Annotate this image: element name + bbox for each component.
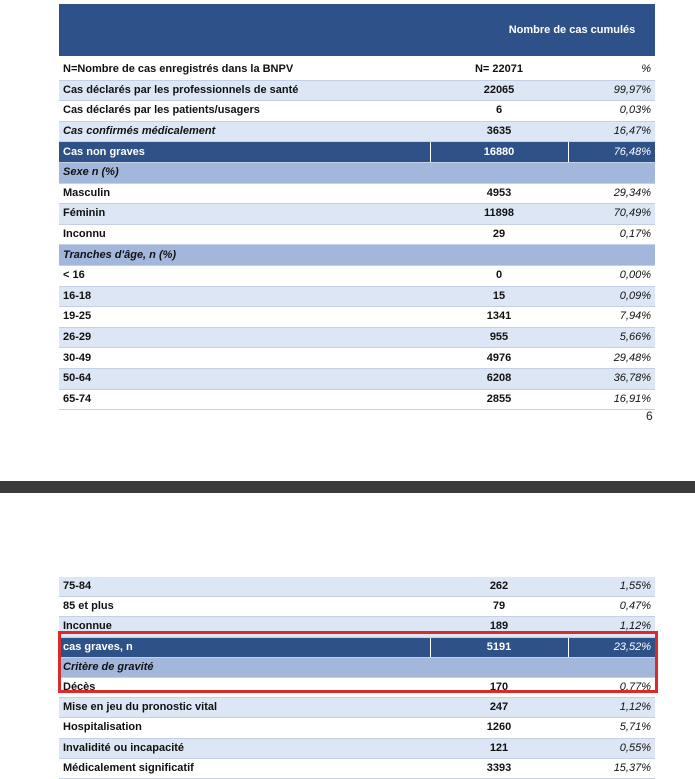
row-count [430, 245, 568, 266]
row-label: 30-49 [59, 348, 430, 369]
row-count: N= 22071 [430, 60, 568, 80]
page-number: 6 [646, 409, 653, 423]
row-count: 4976 [430, 348, 568, 369]
table-row [59, 121, 655, 142]
row-percent: 29,48% [568, 348, 655, 369]
row-label: 19-25 [59, 307, 430, 328]
row-percent: 0,03% [568, 101, 655, 122]
table-header [59, 4, 655, 56]
row-percent: 16,91% [568, 389, 655, 410]
row-percent: 0,17% [568, 224, 655, 245]
row-count [430, 162, 568, 183]
row-percent: 5,66% [568, 327, 655, 348]
row-percent: 0,47% [568, 597, 655, 617]
row-percent: 36,78% [568, 368, 655, 389]
row-count: 0 [430, 265, 568, 286]
row-count: 3635 [430, 121, 568, 142]
row-label: Décès [59, 677, 430, 697]
column-title: Nombre de cas cumulés [508, 24, 636, 36]
row-percent: % [568, 60, 655, 80]
row-label: Cas déclarés par les professionnels de santé [59, 80, 430, 101]
row-label: Médicalement significatif [59, 758, 430, 778]
row-percent [568, 162, 655, 183]
row-percent: 23,52% [568, 637, 655, 657]
row-count: 4953 [430, 183, 568, 204]
row-count: 1260 [430, 718, 568, 738]
table-row [59, 307, 655, 328]
table-row [59, 204, 655, 225]
row-label: Tranches d'âge, n (%) [59, 245, 430, 266]
table-row [59, 389, 655, 410]
row-label: 16-18 [59, 286, 430, 307]
table-row [59, 101, 655, 122]
table-row [59, 80, 655, 101]
row-percent [568, 657, 655, 677]
row-count: 5191 [430, 637, 568, 657]
row-label: Inconnu [59, 224, 430, 245]
row-label: 26-29 [59, 327, 430, 348]
table-row [59, 162, 655, 183]
row-percent: 16,47% [568, 121, 655, 142]
table-row [59, 677, 655, 697]
row-count: 3393 [430, 758, 568, 778]
row-percent: 1,12% [568, 698, 655, 718]
row-label: 85 et plus [59, 597, 430, 617]
row-count: 2855 [430, 389, 568, 410]
table-row [59, 245, 655, 266]
row-label: Inconnue [59, 617, 430, 637]
table-row [59, 142, 655, 163]
row-label: Masculin [59, 183, 430, 204]
row-percent: 0,77% [568, 677, 655, 697]
row-percent: 5,71% [568, 718, 655, 738]
row-label: Cas confirmés médicalement [59, 121, 430, 142]
row-label: 75-84 [59, 577, 430, 597]
row-percent: 7,94% [568, 307, 655, 328]
row-count: 247 [430, 698, 568, 718]
row-label: Hospitalisation [59, 718, 430, 738]
table-row [59, 738, 655, 758]
table-row [59, 348, 655, 369]
row-percent: 15,37% [568, 758, 655, 778]
table-row [59, 224, 655, 245]
table-row [59, 286, 655, 307]
cases-table-part-2 [59, 577, 655, 779]
row-label: Cas déclarés par les patients/usagers [59, 101, 430, 122]
table-row [59, 60, 655, 80]
row-percent: 70,49% [568, 204, 655, 225]
table-row [59, 698, 655, 718]
row-percent: 29,34% [568, 183, 655, 204]
table-row [59, 657, 655, 677]
table-row [59, 368, 655, 389]
row-count: 262 [430, 577, 568, 597]
row-count: 121 [430, 738, 568, 758]
row-label: N=Nombre de cas enregistrés dans la BNPV [59, 60, 430, 80]
row-label: Cas non graves [59, 142, 430, 163]
row-count: 22065 [430, 80, 568, 101]
row-count: 189 [430, 617, 568, 637]
row-label: < 16 [59, 265, 430, 286]
row-count: 16880 [430, 142, 568, 163]
row-count: 29 [430, 224, 568, 245]
row-count: 79 [430, 597, 568, 617]
table-row [59, 327, 655, 348]
row-percent: 99,97% [568, 80, 655, 101]
table-row [59, 597, 655, 617]
row-percent: 1,12% [568, 617, 655, 637]
row-label: 65-74 [59, 389, 430, 410]
row-percent: 0,09% [568, 286, 655, 307]
row-label: Critère de gravité [59, 657, 430, 677]
row-count: 15 [430, 286, 568, 307]
row-label: Invalidité ou incapacité [59, 738, 430, 758]
row-count: 955 [430, 327, 568, 348]
row-label: Mise en jeu du pronostic vital [59, 698, 430, 718]
page-divider [0, 481, 695, 493]
table-row [59, 718, 655, 738]
table-row [59, 183, 655, 204]
row-percent: 0,00% [568, 265, 655, 286]
table-row [59, 617, 655, 637]
row-label: Sexe n (%) [59, 162, 430, 183]
row-count [430, 657, 568, 677]
row-percent: 1,55% [568, 577, 655, 597]
row-percent: 0,55% [568, 738, 655, 758]
row-percent: 76,48% [568, 142, 655, 163]
table-row [59, 265, 655, 286]
row-count: 170 [430, 677, 568, 697]
row-label: 50-64 [59, 368, 430, 389]
row-percent [568, 245, 655, 266]
row-label: cas graves, n [59, 637, 430, 657]
cases-table-part-1 [59, 60, 655, 410]
row-count: 6 [430, 101, 568, 122]
row-label: Féminin [59, 204, 430, 225]
row-count: 6208 [430, 368, 568, 389]
table-row [59, 758, 655, 778]
table-row [59, 637, 655, 657]
table-row [59, 577, 655, 597]
row-count: 11898 [430, 204, 568, 225]
row-count: 1341 [430, 307, 568, 328]
